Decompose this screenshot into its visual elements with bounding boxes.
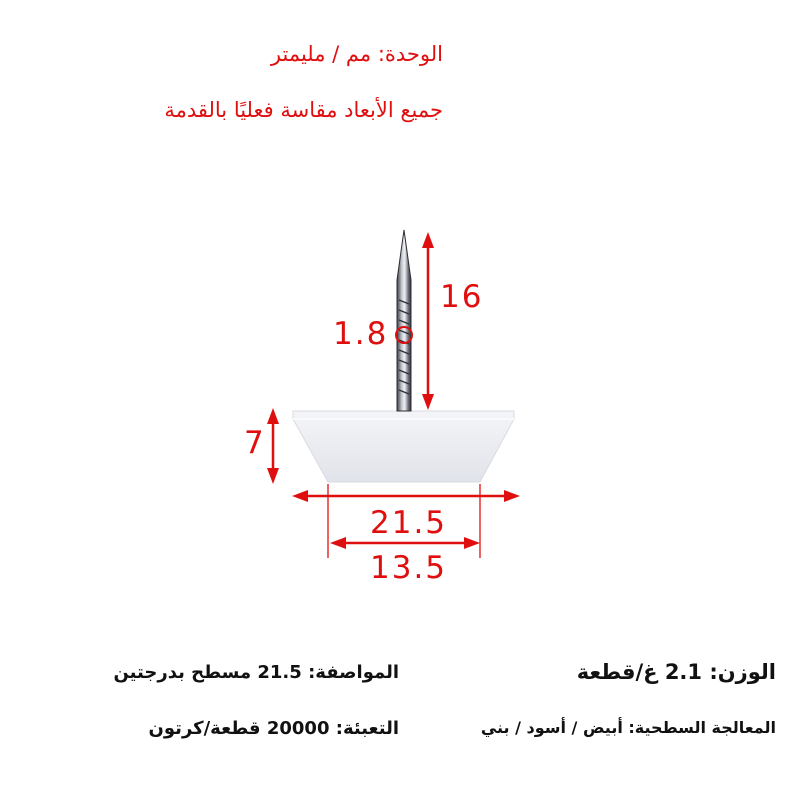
- measurement-note: جميع الأبعاد مقاسة فعليًا بالقدمة: [164, 98, 443, 122]
- weight-label: الوزن:: [709, 660, 776, 684]
- bottom-width-label: 13.5: [370, 550, 448, 586]
- nail-pin: [397, 230, 411, 411]
- pin-diameter-label: 1.8: [333, 316, 389, 352]
- specification-spec: [113, 662, 399, 683]
- packing-spec: [149, 718, 399, 739]
- surface-value: أبيض / أسود / بني: [480, 718, 623, 737]
- specification-value: 21.5 مسطح بدرجتين: [113, 662, 302, 683]
- unit-note: الوحدة: مم / مليمتر: [270, 42, 443, 66]
- packing-label: التعبئة:: [335, 718, 399, 739]
- packing-value: 20000 قطعة/كرتون: [148, 718, 330, 739]
- height-arrow: [267, 408, 279, 484]
- pin-length-arrow: [422, 232, 434, 410]
- surface-label: المعالجة السطحية:: [628, 718, 776, 737]
- surface-spec: [481, 718, 776, 737]
- glide-body: [293, 411, 514, 482]
- specification-label: المواصفة:: [308, 662, 399, 683]
- top-width-label: 21.5: [370, 505, 448, 541]
- weight-value: 2.1 غ/قطعة: [576, 660, 703, 684]
- glide-height-label: 7: [244, 425, 266, 461]
- top-width-arrow: [292, 490, 520, 502]
- weight-spec: [577, 660, 776, 684]
- pin-length-label: 16: [440, 279, 484, 315]
